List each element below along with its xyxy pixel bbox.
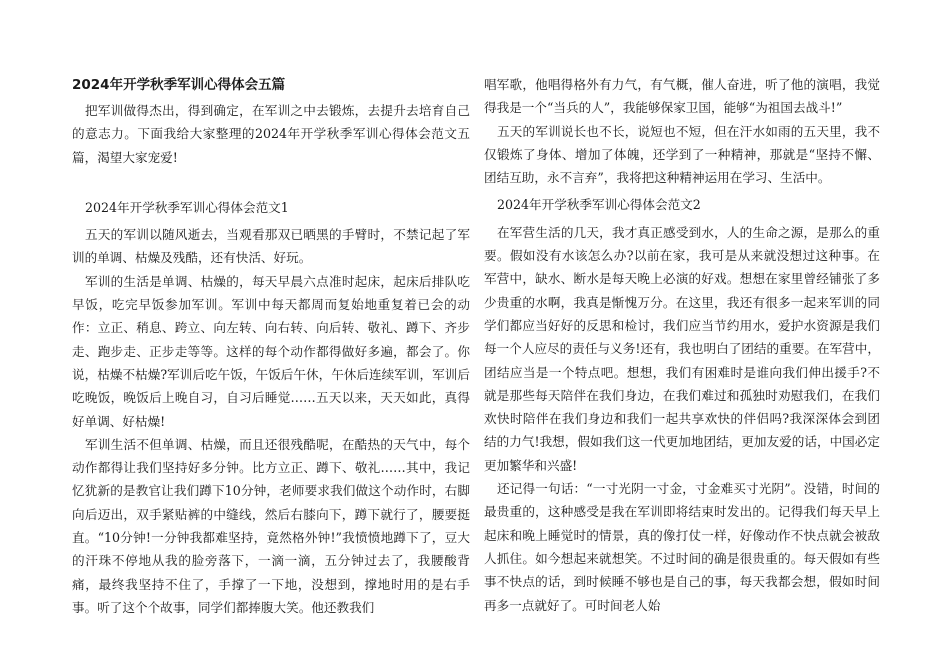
section-1-heading: 2024年开学秋季军训心得体会范文1 [85, 199, 289, 215]
paragraph: 在军营生活的几天，我才真正感受到水，人的生命之源，是那么的重要。假如没有水该怎么办?以前在家，我可是从来就没想过这种事。在军营中，缺水、断水是每天晚上必演的好戏。想想在家里曾经铺张了多少贵重的水啊，我真是惭愧万分。在这里，我还有很多一起来军训的同学们都应当好好的反思和检讨，我们应当节约用水，爱护水资源是我们每一个人应尽的责任与义务!还有，我也明白了团结的重要。在军营中，团结应当是一个特点吧。想想，我们有困难时是谁向我们伸出援手?不就是那些每天陪伴在我们身边，在我们难过和孤独时劝慰我们，在我们欢快时陪伴在我们身边和我们一起共享欢快的伴侣吗?我深深体会到团结的力气!我想，假如我们这一代更加地团结，更加友爱的话，中国必定更加繁华和兴盛! [484, 224, 880, 473]
spacer [72, 169, 470, 192]
paragraph: 五天的军训说长也不长，说短也不短，但在汗水如雨的五天里，我不仅锻炼了身体、增加了体魄，还学到了一种精神，那就是“坚持不懈、团结互助，永不言弃”，我将把这种精神运用在学习、生活中。 [484, 123, 880, 186]
paragraph: 唱军歌，他唱得格外有力气，有气概，催人奋进，听了他的演唱，我觉得我是一个“当兵的人”，我能够保家卫国，能够“为祖国去战斗!” [484, 77, 880, 116]
paragraph: 军训生活不但单调、枯燥，而且还很残酷呢，在酷热的天气中，每个动作都得让我们坚持好多分钟。比方立正、蹲下、敬礼……其中，我记忆犹新的是教官让我们蹲下10分钟，老师要求我们做这个动作时，右脚向后迈出，双手紧贴裤的中缝线，然后右膝向下，蹲下就行了，腰要挺直。“10分钟!一分钟我都难坚持，竟然格外钟!”我愤愤地蹲下了，豆大的汗珠不停地从我的脸旁落下，一滴一滴，五分钟过去了，我腰酸背痛，最终我坚持不住了，手撑了一下地，没想到，撑地时用的是右手事。听了这个个故事，同学们都捧腹大笑。他还教我们 [72, 436, 470, 615]
left-column [72, 73, 470, 619]
section-2-heading: 2024年开学秋季军训心得体会范文2 [497, 197, 701, 213]
paragraph: 还记得一句话：“一寸光阴一寸金，寸金难买寸光阴”。没错，时间的最贵重的，这种感受是我在军训即将结束时发出的。记得我们每天早上起床和晚上睡觉时的情景，真的像打仗一样，好像动作不快点就会被敌人抓住。如今想起来就想笑。不过时间的确是很贵重的。每天假如有些事不快点的话，到时候睡不够也是自己的事，每天我都会想，假如时间再多一点就好了。可时间老人始 [484, 481, 880, 613]
intro-paragraph: 把军训做得杰出，得到确定，在军训之中去锻炼，去提升去培育自己的意志力。下面我给大家整理的2024年开学秋季军训心得体会范文五篇，渴望大家宠爱! [72, 103, 470, 165]
right-column [484, 73, 880, 617]
paragraph: 五天的军训以随风逝去，当观看那双已晒黑的手臂时，不禁记起了军训的单调、枯燥及残酷，还有快活、好玩。 [72, 227, 470, 266]
page-title: 2024年开学秋季军训心得体会五篇 [72, 77, 286, 93]
paragraph: 军训的生活是单调、枯燥的，每天早晨六点准时起床，起床后排队吃早饭，吃完早饭参加军训。军训中每天都周而复始地重复着已会的动作：立正、稍息、跨立、向左转、向右转、向后转、敬礼、蹲下、齐步走、跑步走、正步走等等。这样的每个动作都得做好多遍，都会了。你说，枯燥不枯燥?军训后吃午饭，午饭后午休，午休后连续军训，军训后吃晚饭，晚饭后上晚自习，自习后睡觉……五天以来，天天如此，真得好单调、好枯燥! [72, 273, 470, 429]
